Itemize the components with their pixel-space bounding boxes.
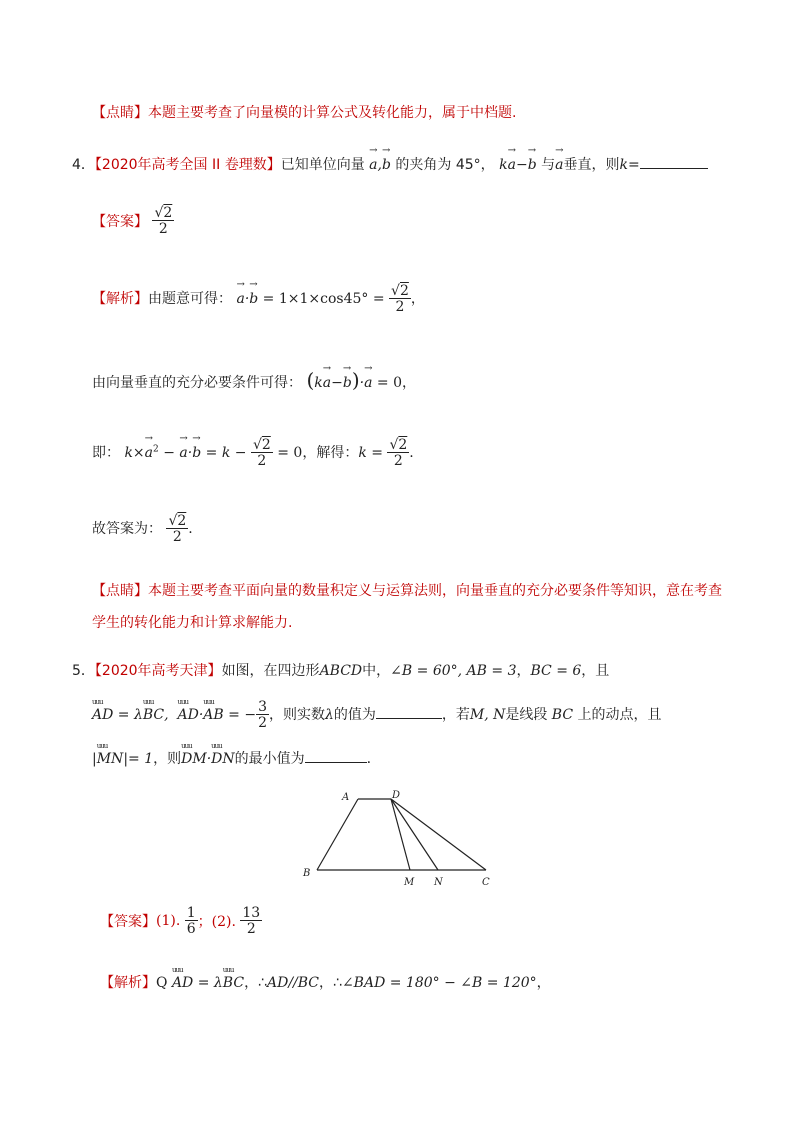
q5-line2-d: 是线段 bbox=[505, 707, 548, 723]
dianjing-text: 本题主要考查了向量模的计算公式及转化能力，属于中档题. bbox=[148, 105, 517, 121]
dot-product-expr: → a·→ b bbox=[236, 291, 258, 307]
q5-stem-a: 如图，在四边形 bbox=[221, 663, 320, 679]
q5-line3-b: 的最小值为 bbox=[234, 751, 305, 767]
q5-stem-3: |uuu MN|= 1，则uuu DM·uuu DN的最小值为 . bbox=[92, 748, 371, 768]
blank-1 bbox=[376, 718, 442, 719]
angle-expr: ∠BAD = 180° − ∠B = 120° bbox=[341, 975, 537, 991]
segment-ab bbox=[317, 799, 358, 870]
q4-dianjing-label: 【点睛】 bbox=[92, 583, 148, 599]
perp-expr: (k→ a−→ b)·→ a bbox=[306, 375, 372, 391]
q4-analysis-2: 由向量垂直的充分必要条件可得： (k→ a−→ b)·→ a = 0， bbox=[92, 368, 416, 392]
segment-dm bbox=[391, 799, 410, 870]
q4-dianjing-text-2: 学生的转化能力和计算求解能力. bbox=[92, 615, 293, 631]
q5-stem-b: 中， bbox=[362, 663, 391, 679]
analysis-text-3-mid: ，解得： bbox=[302, 445, 359, 461]
q5-stem-c: ，且 bbox=[581, 663, 610, 679]
q4-stem-b: 的夹角为 45°， bbox=[395, 157, 495, 173]
analysis-text-1: 由题意可得： bbox=[148, 291, 232, 307]
q4-number: 4． bbox=[72, 157, 95, 173]
parallel-expr: AD//BC bbox=[266, 975, 320, 991]
q4-stem: 4．【2020年高考全国 II 卷理数】已知单位向量 → a,→ b 的夹角为 45°， k→ a−→ b 与→ a垂直，则k= bbox=[72, 154, 708, 174]
q4-dianjing-text-1: 本题主要考查平面向量的数量积定义与运算法则，向量垂直的充分必要条件等知识，意在考查 bbox=[148, 583, 722, 599]
label-d: D bbox=[392, 790, 401, 801]
label-c: C bbox=[482, 877, 490, 888]
label-m: M bbox=[404, 877, 415, 888]
label-b: B bbox=[303, 868, 311, 879]
quad-name: ABCD bbox=[319, 663, 363, 679]
analysis-text-2: 由向量垂直的充分必要条件可得： bbox=[92, 375, 302, 391]
quadrilateral-figure bbox=[300, 786, 500, 890]
segment-dn bbox=[391, 799, 438, 870]
q5-stem-1: 5．【2020年高考天津】如图，在四边形ABCD中，∠B = 60°, AB = 3，BC = 6，且 bbox=[72, 663, 610, 679]
q5-line3-a: ，则 bbox=[153, 751, 182, 767]
q5-source: 【2020年高考天津】 bbox=[94, 663, 222, 679]
q5-answer-1: (1). bbox=[156, 913, 181, 929]
q4-answer bbox=[92, 206, 174, 236]
q5-line2-b: 的值为 bbox=[333, 707, 376, 723]
q4-source: 【2020年高考全国 II 卷理数】 bbox=[94, 157, 281, 173]
analysis-text-4: 故答案为： bbox=[92, 521, 162, 537]
dianjing-label: 【点睛】 bbox=[92, 105, 148, 121]
label-n: N bbox=[434, 877, 443, 888]
q4-stem-a: 已知单位向量 bbox=[280, 157, 365, 173]
segment-dc bbox=[391, 799, 486, 870]
q4-stem-d: 垂直，则 bbox=[563, 157, 620, 173]
q5-line2-e: 上的动点，且 bbox=[577, 707, 662, 723]
cond2: BC = 6 bbox=[530, 663, 582, 679]
q5-answer-label: 【答案】 bbox=[100, 914, 156, 930]
q4-analysis-3: 即： $k\times\to a^2$ − → a·→ b = k − $\frac{√2}{2}$ = 0，解得：k = $\frac{√2}{2}$ . bbox=[92, 438, 414, 468]
q5-line2-a: ，则实数 bbox=[268, 707, 325, 723]
answer-frac: $\frac{√2}{2}$ bbox=[154, 205, 173, 237]
q5-answer-2: ；(2). bbox=[197, 914, 236, 930]
prev-dianjing bbox=[92, 102, 516, 122]
q4-stem-c: 与 bbox=[541, 157, 556, 173]
k-label: k= bbox=[619, 157, 640, 173]
q5-analysis-q: Q bbox=[156, 975, 168, 991]
cond1: ∠B = 60°, AB = 3 bbox=[390, 663, 517, 679]
q4-analysis-1: 【解析】由题意可得： → a·→ b = 1×1×cos45° = $\frac{√2}{2}$ ， bbox=[92, 284, 425, 314]
blank-2 bbox=[305, 762, 367, 763]
analysis-label: 【解析】 bbox=[92, 291, 148, 307]
q5-analysis: 【解析】Q uuu AD = λuuu BC，∴AD//BC，∴∠BAD = 180° − ∠B = 120°， bbox=[100, 972, 551, 992]
vec-a: → a,→ b bbox=[369, 157, 391, 173]
q5-line2-c: ，若 bbox=[441, 707, 470, 723]
q5-analysis-label: 【解析】 bbox=[100, 975, 156, 991]
expr-ka-b: k→ a−→ b bbox=[499, 157, 537, 173]
q4-dianjing-2 bbox=[92, 612, 292, 632]
q5-answer: 【答案】(1). $\frac{1}{6}$ ；(2). $\frac{13}{2}$ bbox=[100, 905, 261, 937]
vec-cond: uuu AD = λuuu BC, uuu AD·uuu AB = − bbox=[92, 707, 256, 723]
label-a: A bbox=[342, 792, 350, 803]
q4-analysis-4: 故答案为： $\frac{√2}{2}$ . bbox=[92, 513, 193, 545]
q5-stem-2: uuu AD = λuuu BC, uuu AD·uuu AB = − $\frac{3}{2}$ ，则实数λ的值为 ，若M, N是线段 BC 上的动点，且 bbox=[92, 700, 662, 730]
q4-dianjing-1 bbox=[92, 580, 722, 600]
answer-blank bbox=[640, 168, 708, 169]
solve-expr: $k\times\to a^2$ − → a·→ b = k − bbox=[124, 445, 250, 461]
analysis-text-3: 即： bbox=[92, 445, 120, 461]
q5-number: 5． bbox=[72, 663, 95, 679]
mn-cond: |uuu MN|= 1 bbox=[92, 751, 153, 767]
answer-label: 【答案】 bbox=[92, 214, 148, 230]
